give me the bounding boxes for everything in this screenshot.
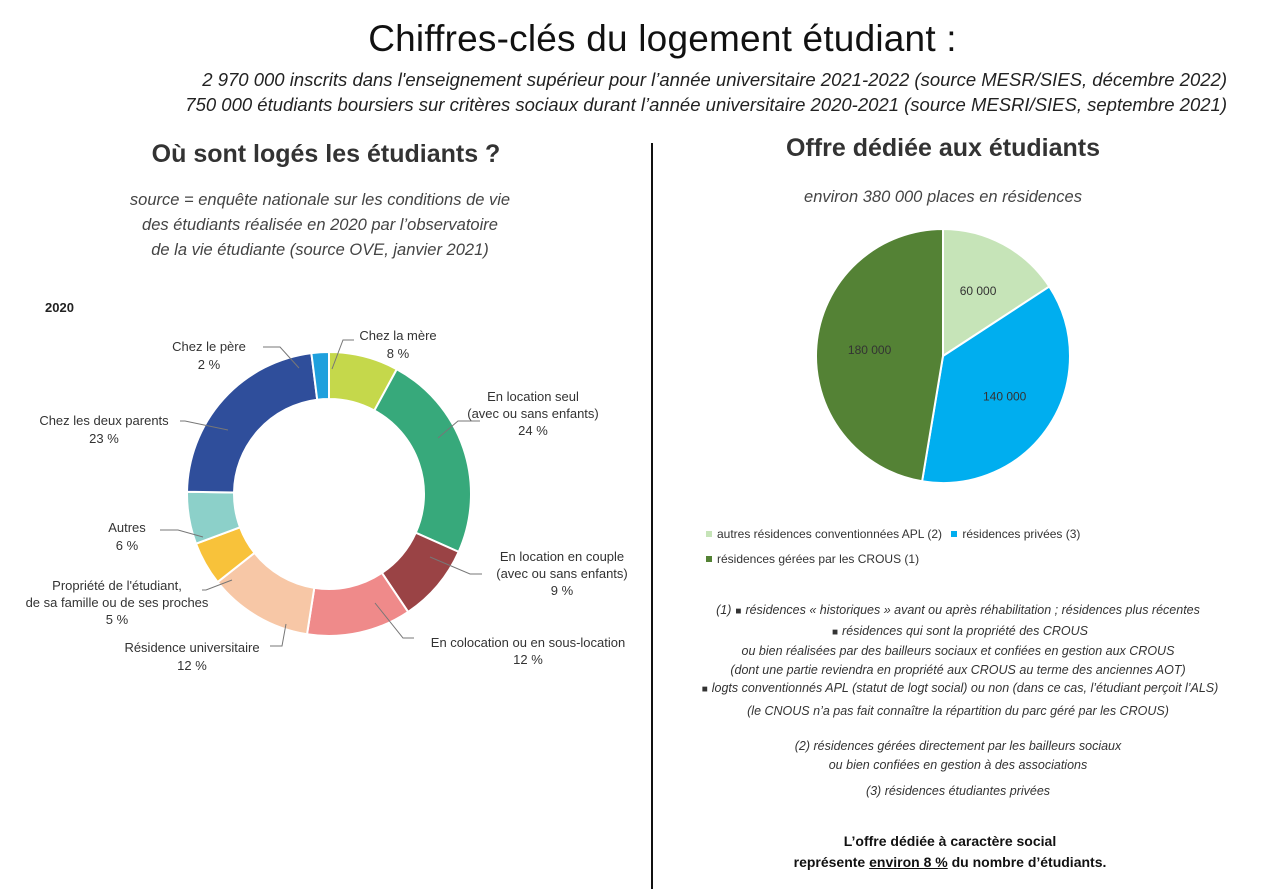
label-others: Autres xyxy=(108,520,146,535)
label-mother: Chez la mère xyxy=(359,328,437,343)
year-label: 2020 xyxy=(45,300,74,315)
note-1-prefix: (1) xyxy=(716,603,732,617)
legend-text-apl: autres résidences conventionnées APL (2) xyxy=(717,527,943,541)
value-parents: 23 % xyxy=(89,431,119,446)
subtitle-scholarship: 750 000 étudiants boursiers sur critères sociaux durant l’année universitaire 2020-2021 (source MESRI/SIES, septembre 2021) xyxy=(185,94,1227,115)
pie-label-r-sidences-priv-es-3: 140 000 xyxy=(982,389,1027,404)
note-2 xyxy=(660,737,1256,774)
note-1-text-2: résidences qui sont la propriété des CROUS xyxy=(842,623,1088,638)
label-property-2: de sa famille ou de ses proches xyxy=(25,595,209,610)
value-couple: 9 % xyxy=(550,583,574,598)
legend-item-apl xyxy=(706,527,942,541)
value-residence: 12 % xyxy=(177,658,207,673)
pie-label-r-sidences-g-r-es-par-les-crous-1: 180 000 xyxy=(847,342,892,357)
value-property: 5 % xyxy=(105,612,129,627)
subtitle-enrolled: 2 970 000 inscrits dans l'enseignement supérieur pour l’année universitaire 2021-2022 (source MESR/SIES, décembre 2022) xyxy=(202,69,1227,90)
note-1-text-1: résidences « historiques » avant ou après réhabilitation ; résidences plus récentes xyxy=(745,603,1200,617)
legend-text-crous: résidences gérées par les CROUS (1) xyxy=(717,552,920,566)
note-2-line-2: ou bien confiées en gestion à des associations xyxy=(828,757,1088,772)
section-divider xyxy=(651,143,653,889)
label-couple-2: (avec ou sans enfants) xyxy=(496,566,628,581)
conclusion-line-2 xyxy=(700,852,1200,873)
offer-pie-chart xyxy=(660,210,1220,510)
legend-text-private: résidences privées (3) xyxy=(962,527,1081,541)
note-1-text-5: logts conventionnés APL (statut de logt social) ou non (dans ce cas, l’étudiant perçoit l’ALS) xyxy=(711,681,1219,695)
pie-label-autres-r-sidences-conventionn-es-apl-2: 60 000 xyxy=(959,284,997,299)
label-alone: En location seul xyxy=(487,389,579,404)
value-coloc: 12 % xyxy=(513,652,543,667)
note-3: (3) résidences étudiantes privées xyxy=(865,784,1051,798)
right-section-title: Offre dédiée aux étudiants xyxy=(786,134,1100,162)
legend-item-crous xyxy=(706,552,919,566)
page-title: Chiffres-clés du logement étudiant : xyxy=(368,18,957,59)
note-1-line-1 xyxy=(660,601,1256,622)
legend-swatch-crous xyxy=(706,556,712,562)
value-alone: 24 % xyxy=(518,423,548,438)
donut-slice-en-location-seul-avec-ou-sans-enfants xyxy=(374,369,471,552)
value-father: 2 % xyxy=(197,357,221,372)
bullet-icon: ■ xyxy=(701,684,708,695)
legend-row-1 xyxy=(706,527,1086,541)
value-others: 6 % xyxy=(115,538,139,553)
left-section-title: Où sont logés les étudiants ? xyxy=(151,140,501,168)
label-parents: Chez les deux parents xyxy=(39,413,169,428)
label-coloc: En colocation ou en sous-location xyxy=(430,635,626,650)
label-alone-2: (avec ou sans enfants) xyxy=(467,406,599,421)
label-residence: Résidence universitaire xyxy=(124,640,260,655)
note-1-line-4: (dont une partie reviendra en propriété aux CROUS au terme des anciennes AOT) xyxy=(730,662,1186,677)
conclusion-highlight: environ 8 % xyxy=(869,854,948,870)
donut-slice-chez-les-deux-parents xyxy=(187,353,317,492)
offer-subtitle: environ 380 000 places en résidences xyxy=(804,188,1082,206)
conclusion-pre: représente xyxy=(793,854,870,870)
note-1-line-2 xyxy=(660,622,1256,643)
note-crous-distribution: (le CNOUS n’a pas fait connaître la répartition du parc géré par les CROUS) xyxy=(747,704,1169,718)
conclusion-line-1: L’offre dédiée à caractère social xyxy=(843,833,1057,849)
label-property: Propriété de l'étudiant, xyxy=(52,578,182,593)
label-couple: En location en couple xyxy=(499,549,625,564)
note-1-line-3: ou bien réalisées par des bailleurs sociaux et confiées en gestion aux CROUS xyxy=(741,644,1175,658)
source-line: de la vie étudiante (source OVE, janvier 2021) xyxy=(151,241,489,259)
note-2-line-1: (2) résidences gérées directement par les bailleurs sociaux xyxy=(794,739,1122,753)
note-1 xyxy=(660,601,1256,700)
conclusion xyxy=(700,831,1200,873)
value-mother: 8 % xyxy=(386,346,410,361)
conclusion-post: du nombre d’étudiants. xyxy=(947,854,1107,870)
legend-row-2 xyxy=(706,552,925,566)
bullet-icon: ■ xyxy=(831,626,839,638)
legend-swatch-apl xyxy=(706,531,712,537)
legend-item-private xyxy=(951,527,1080,541)
note-1-line-5 xyxy=(660,679,1256,700)
label-father: Chez le père xyxy=(172,339,246,354)
source-line: des étudiants réalisée en 2020 par l’observatoire xyxy=(142,216,498,234)
source-line: source = enquête nationale sur les conditions de vie xyxy=(129,191,511,209)
bullet-icon: ■ xyxy=(735,606,742,617)
legend-swatch-private xyxy=(951,531,957,537)
